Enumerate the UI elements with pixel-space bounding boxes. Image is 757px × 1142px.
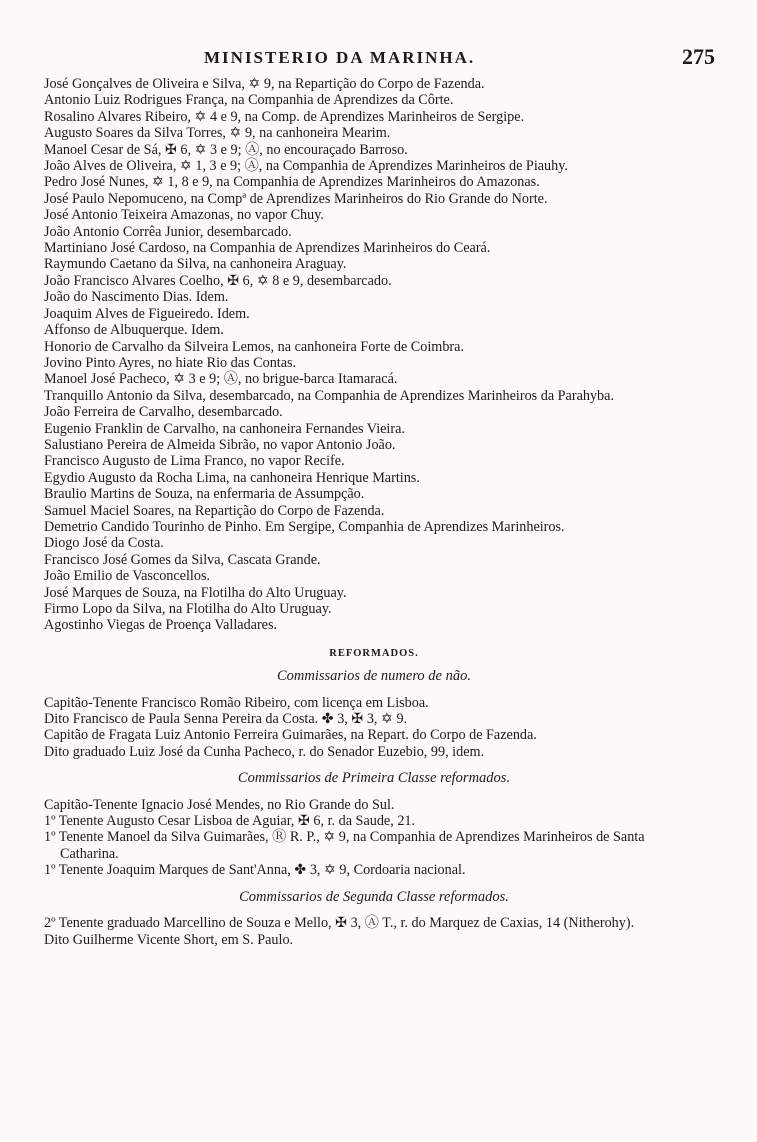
list-item: Joaquim Alves de Figueiredo. Idem.	[44, 305, 250, 322]
list-item: Manoel Cesar de Sá, ✠ 6, ✡ 3 e 9; Ⓐ, no encouraçado Barroso.	[44, 141, 408, 158]
list-item: Francisco José Gomes da Silva, Cascata Grande.	[44, 551, 321, 568]
list-item: Capitão de Fragata Luiz Antonio Ferreira Guimarães, na Repart. do Corpo de Fazenda.	[44, 727, 537, 744]
list-item: Salustiano Pereira de Almeida Sibrão, no vapor Antonio João.	[44, 436, 396, 453]
list-item: 1º Tenente Augusto Cesar Lisboa de Aguiar, ✠ 6, r. da Saude, 21.	[44, 813, 416, 830]
list-item: José Paulo Nepomuceno, na Compª de Aprendizes Marinheiros do Rio Grande do Norte.	[44, 190, 548, 207]
list-item: João Ferreira de Carvalho, desembarcado.	[44, 404, 283, 421]
list-item: 1º Tenente Joaquim Marques de Sant'Anna, ✤ 3, ✡ 9, Cordoaria nacional.	[44, 862, 466, 879]
list-item: Honorio de Carvalho da Silveira Lemos, na canhoneira Forte de Coimbra.	[44, 338, 464, 355]
subsection-heading: Commissarios de Primeira Classe reformados.	[237, 770, 511, 787]
section-segunda-classe	[44, 889, 704, 948]
list-item: Demetrio Candido Tourinho de Pinho. Em Sergipe, Companhia de Aprendizes Marinheiros.	[44, 518, 565, 535]
list-item: José Marques de Souza, na Flotilha do Alto Uruguay.	[44, 584, 347, 601]
list-item: Pedro José Nunes, ✡ 1, 8 e 9, na Companhia de Aprendizes Marinheiros do Amazonas.	[44, 174, 540, 191]
list-item: João do Nascimento Dias. Idem.	[44, 289, 229, 306]
running-title: MINISTERIO DA MARINHA.	[204, 48, 476, 67]
list-item: João Emilio de Vasconcellos.	[44, 568, 211, 585]
list-item: Capitão-Tenente Ignacio José Mendes, no Rio Grande do Sul.	[44, 796, 395, 813]
list-item: 1º Tenente Manoel da Silva Guimarães, Ⓡ R. P., ✡ 9, na Companhia de Aprendizes Marinheiros de Santa Catharina.	[44, 829, 645, 862]
list-item: Capitão-Tenente Francisco Romão Ribeiro, com licença em Lisboa.	[44, 694, 429, 711]
subsection-heading: Commissarios de numero de não.	[276, 668, 471, 685]
list-item: Jovino Pinto Ayres, no hiate Rio das Contas.	[44, 354, 297, 371]
list-item: José Antonio Teixeira Amazonas, no vapor Chuy.	[44, 207, 324, 224]
list-item: João Francisco Alvares Coelho, ✠ 6, ✡ 8 e 9, desembarcado.	[44, 272, 392, 289]
list-item: Samuel Maciel Soares, na Repartição do Corpo de Fazenda.	[44, 502, 385, 519]
list-item: Francisco Augusto de Lima Franco, no vapor Recife.	[44, 453, 345, 470]
reformados-heading: REFORMADOS.	[329, 647, 419, 659]
list-item: Augusto Soares da Silva Torres, ✡ 9, na canhoneira Mearim.	[44, 125, 391, 142]
list-item: Rosalino Alvares Ribeiro, ✡ 4 e 9, na Comp. de Aprendizes Marinheiros de Sergipe.	[44, 108, 525, 125]
entries-list	[44, 76, 704, 958]
list-item: João Antonio Corrêa Junior, desembarcado.	[44, 223, 292, 240]
list-item: Braulio Martins de Souza, na enfermaria de Assumpção.	[44, 486, 365, 503]
list-item: Eugenio Franklin de Carvalho, na canhoneira Fernandes Vieira.	[44, 420, 405, 437]
list-item: Tranquillo Antonio da Silva, desembarcado, na Companhia de Aprendizes Marinheiros da Parahyba.	[44, 387, 614, 404]
list-item: Raymundo Caetano da Silva, na canhoneira Araguay.	[44, 256, 347, 273]
list-item: Antonio Luiz Rodrigues França, na Companhia de Aprendizes da Côrte.	[44, 92, 454, 109]
list-item: Agostinho Viegas de Proença Valladares.	[44, 617, 278, 634]
list-item: Manoel José Pacheco, ✡ 3 e 9; Ⓐ, no brigue-barca Itamaracá.	[44, 371, 398, 388]
list-item: Martiniano José Cardoso, na Companhia de Aprendizes Marinheiros do Ceará.	[44, 240, 491, 257]
list-item: João Alves de Oliveira, ✡ 1, 3 e 9; Ⓐ, na Companhia de Aprendizes Marinheiros de Piauhy.	[44, 158, 568, 175]
list-item: Dito graduado Luiz José da Cunha Pacheco, r. do Senador Euzebio, 99, idem.	[44, 743, 485, 760]
section-primeira-classe	[44, 770, 704, 878]
list-item: Affonso de Albuquerque. Idem.	[44, 322, 224, 339]
list-item: 2º Tenente graduado Marcellino de Souza e Mello, ✠ 3, Ⓐ T., r. do Marquez de Caxias, 14 (Nitherohy).	[44, 915, 635, 932]
list-item: Dito Francisco de Paula Senna Pereira da Costa. ✤ 3, ✠ 3, ✡ 9.	[44, 711, 408, 728]
page-number: 275	[682, 44, 715, 69]
list-item: Diogo José da Costa.	[44, 535, 164, 552]
section-numero-de-nao	[44, 668, 704, 760]
list-item: José Gonçalves de Oliveira e Silva, ✡ 9, na Repartição do Corpo de Fazenda.	[44, 76, 485, 92]
list-item: Egydio Augusto da Rocha Lima, na canhoneira Henrique Martins.	[44, 469, 420, 486]
list-item: Dito Guilherme Vicente Short, em S. Paulo.	[44, 931, 294, 948]
list-item: Firmo Lopo da Silva, na Flotilha do Alto Uruguay.	[44, 601, 332, 617]
subsection-heading: Commissarios de Segunda Classe reformados.	[239, 888, 509, 905]
page-header	[0, 44, 757, 74]
